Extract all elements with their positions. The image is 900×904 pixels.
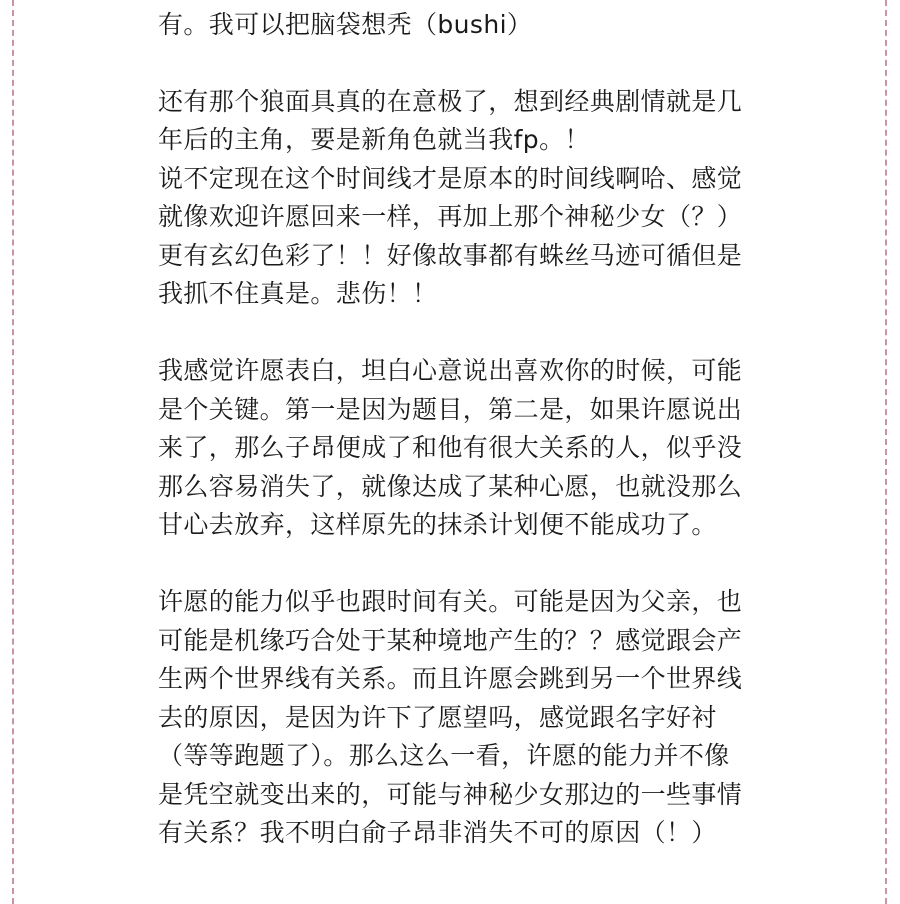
text-line: 就像欢迎许愿回来一样，再加上那个神秘少女（？）: [158, 202, 743, 231]
dashed-border-left: [12, 0, 14, 904]
text-line: 说不定现在这个时间线才是原本的时间线啊哈、感觉: [158, 163, 743, 193]
text-line: 我抓不住真是。悲伤！！: [158, 279, 438, 308]
text-line: 甘心去放弃，这样原先的抹杀计划便不能成功了。: [158, 510, 717, 539]
text-line: 有。我可以把脑袋想秃（bushi）: [158, 9, 533, 39]
text-line: 更有玄幻色彩了！！好像故事都有蛛丝马迹可循但是: [158, 240, 743, 270]
text-line: 还有那个狼面具真的在意极了，想到经典剧情就是几: [158, 86, 743, 116]
paragraph-2: [158, 83, 798, 314]
text-line: 是个关键。第一是因为题目，第二是，如果许愿说出: [158, 394, 743, 424]
text-line: [158, 0, 798, 6]
text-line: 那么容易消失了，就像达成了某种心愿，也就没那么: [158, 471, 743, 501]
dashed-border-right: [885, 0, 887, 904]
text-line: 去的原因，是因为许下了愿望吗，感觉跟名字好衬: [158, 702, 717, 732]
text-line: 来了，那么子昂便成了和他有很大关系的人，似乎没: [158, 433, 743, 462]
text-line: 有关系？我不明白俞子昂非消失不可的原因（！）: [158, 818, 717, 847]
article-body: [158, 0, 798, 853]
text-line: 许愿的能力似乎也跟时间有关。可能是因为父亲，也: [158, 587, 743, 616]
paragraph-3: [158, 352, 798, 545]
text-line: 是凭空就变出来的，可能与神秘少女那边的一些事情: [158, 779, 743, 809]
paragraph-1: [158, 0, 798, 44]
text-line: 可能是机缘巧合处于某种境地产生的？？感觉跟会产: [158, 625, 743, 655]
text-line: 生两个世界线有关系。而且许愿会跳到另一个世界线: [158, 664, 743, 693]
paragraph-4: [158, 583, 798, 853]
text-line: （等等跑题了）。那么这么一看，许愿的能力并不像: [158, 741, 730, 770]
text-line: 年后的主角，要是新角色就当我fp。！: [158, 125, 590, 154]
text-line: 我感觉许愿表白，坦白心意说出喜欢你的时候，可能: [158, 356, 743, 385]
